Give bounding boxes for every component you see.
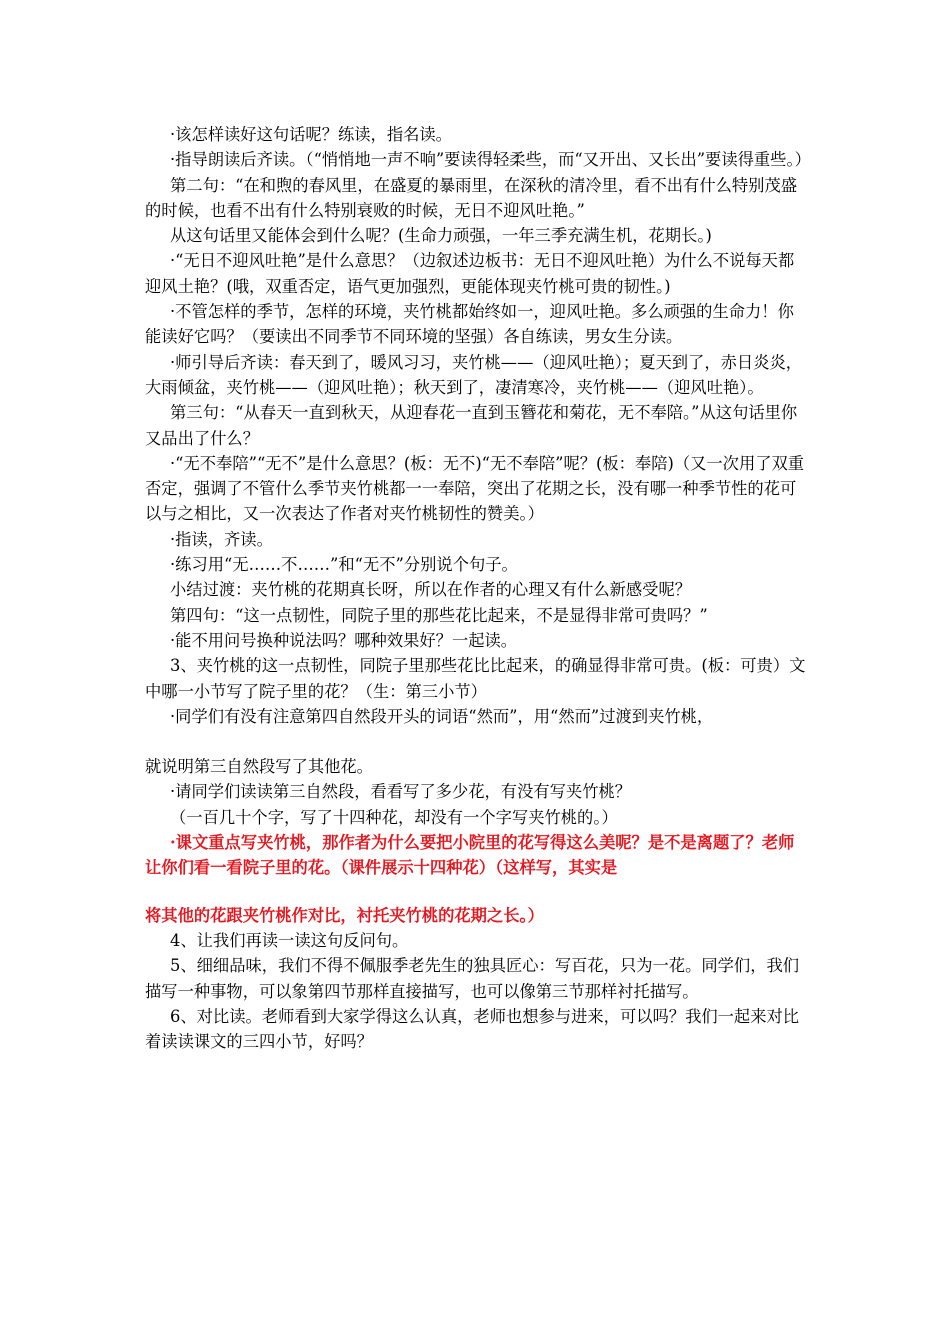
paragraph: 小结过渡：夹竹桃的花期真长呀，所以在作者的心理又有什么新感受呢？	[170, 580, 692, 600]
blank-line	[145, 729, 807, 754]
paragraph: 从这句话里又能体会到什么呢？(生命力顽强，一年三季充满生机，花期长。)	[170, 226, 712, 246]
document-body	[145, 122, 811, 1054]
paragraph: ·练习用“无……不……”和“无不”分别说个句子。	[170, 555, 518, 575]
paragraph: ·不管怎样的季节，怎样的环境，夹竹桃都始终如一，迎风吐艳。多么顽强的生命力！你能读好它吗？（要读出不同季节不同环境的坚强）各自练读，男女生分读。	[145, 302, 794, 347]
paragraph: ·“无日不迎风吐艳”是什么意思？（边叙述边板书：无日不迎风吐艳）为什么不说每天都迎风土艳？(哦，双重否定，语气更加强烈，更能体现夹竹桃可贵的韧性。)	[145, 251, 795, 296]
paragraph: ·请同学们读读第三自然段，看看写了多少花，有没有写夹竹桃？	[170, 782, 632, 802]
paragraph: ·“无不奉陪”“无不”是什么意思？(板：无不)“无不奉陪”呢？(板：奉陪)（又一次用了双重否定，强调了不管什么季节夹竹桃都一一奉陪，突出了花期之长，没有哪一种季节性的花可以与之相比，又一次表达了作者对夹竹桃韧性的赞美。）	[145, 453, 805, 524]
paragraph: 3、夹竹桃的这一点韧性，同院子里那些花比比起来，的确显得非常可贵。(板：可贵）文中哪一小节写了院子里的花？（生：第三小节）	[145, 656, 806, 701]
paragraph: ·能不用问号换种说法吗？哪种效果好？一起读。	[170, 630, 518, 650]
blank-line	[145, 881, 807, 903]
paragraph: 第三句：“从春天一直到秋天，从迎春花一直到玉簪花和菊花，无不奉陪。”从这句话里你又品出了什么？	[145, 403, 798, 448]
paragraph: ·师引导后齐读：春天到了，暖风习习，夹竹桃——（迎风吐艳）；夏天到了，赤日炎炎，大雨倾盆，夹竹桃——（迎风吐艳）；秋天到了，凄清寒冷，夹竹桃——（迎风吐艳）。	[145, 352, 803, 397]
paragraph: ·该怎样读好这句话呢？练读，指名读。	[170, 125, 452, 144]
paragraph: 6、对比读。老师看到大家学得这么认真，老师也想参与进来，可以吗？我们一起来对比着读读课文的三四小节，好吗？	[145, 1006, 800, 1052]
highlighted-paragraph: 将其他的花跟夹竹桃作对比，衬托夹竹桃的花期之长。）	[145, 905, 544, 925]
paragraph: 第二句：“在和煦的春风里，在盛夏的暴雨里，在深秋的清冷里，看不出有什么特别茂盛的时候，也看不出有什么特别衰败的时候，无日不迎风吐艳。”	[145, 175, 798, 220]
paragraph: ·同学们有没有注意第四自然段开头的词语“然而”，用“然而”过渡到夹竹桃，	[170, 706, 714, 726]
paragraph: 第四句：“这一点韧性，同院子里的那些花比起来，不是显得非常可贵吗？”	[170, 605, 708, 625]
paragraph: 4、让我们再读一读这句反问句。	[170, 930, 409, 950]
highlighted-paragraph: ·课文重点写夹竹桃，那作者为什么要把小院里的花写得这么美呢？是不是离题了？老师让你们看一看院子里的花。（课件展示十四种花）（这样写，其实是	[145, 833, 795, 878]
paragraph: 5、细细品味，我们不得不佩服季老先生的独具匠心：写百花，只为一花。同学们，我们描写一种事物，可以象第四节那样直接描写，也可以像第三节那样衬托描写。	[145, 956, 800, 1001]
paragraph: 就说明第三自然段写了其他花。	[145, 757, 373, 777]
paragraph: （一百几十个字，写了十四种花，却没有一个字写夹竹桃的。）	[170, 807, 618, 827]
paragraph: ·指导朗读后齐读。（“悄悄地一声不响”要读得轻柔些，而“又开出、又长出”要读得重些。）	[170, 150, 811, 170]
paragraph: ·指读，齐读。	[170, 529, 273, 549]
